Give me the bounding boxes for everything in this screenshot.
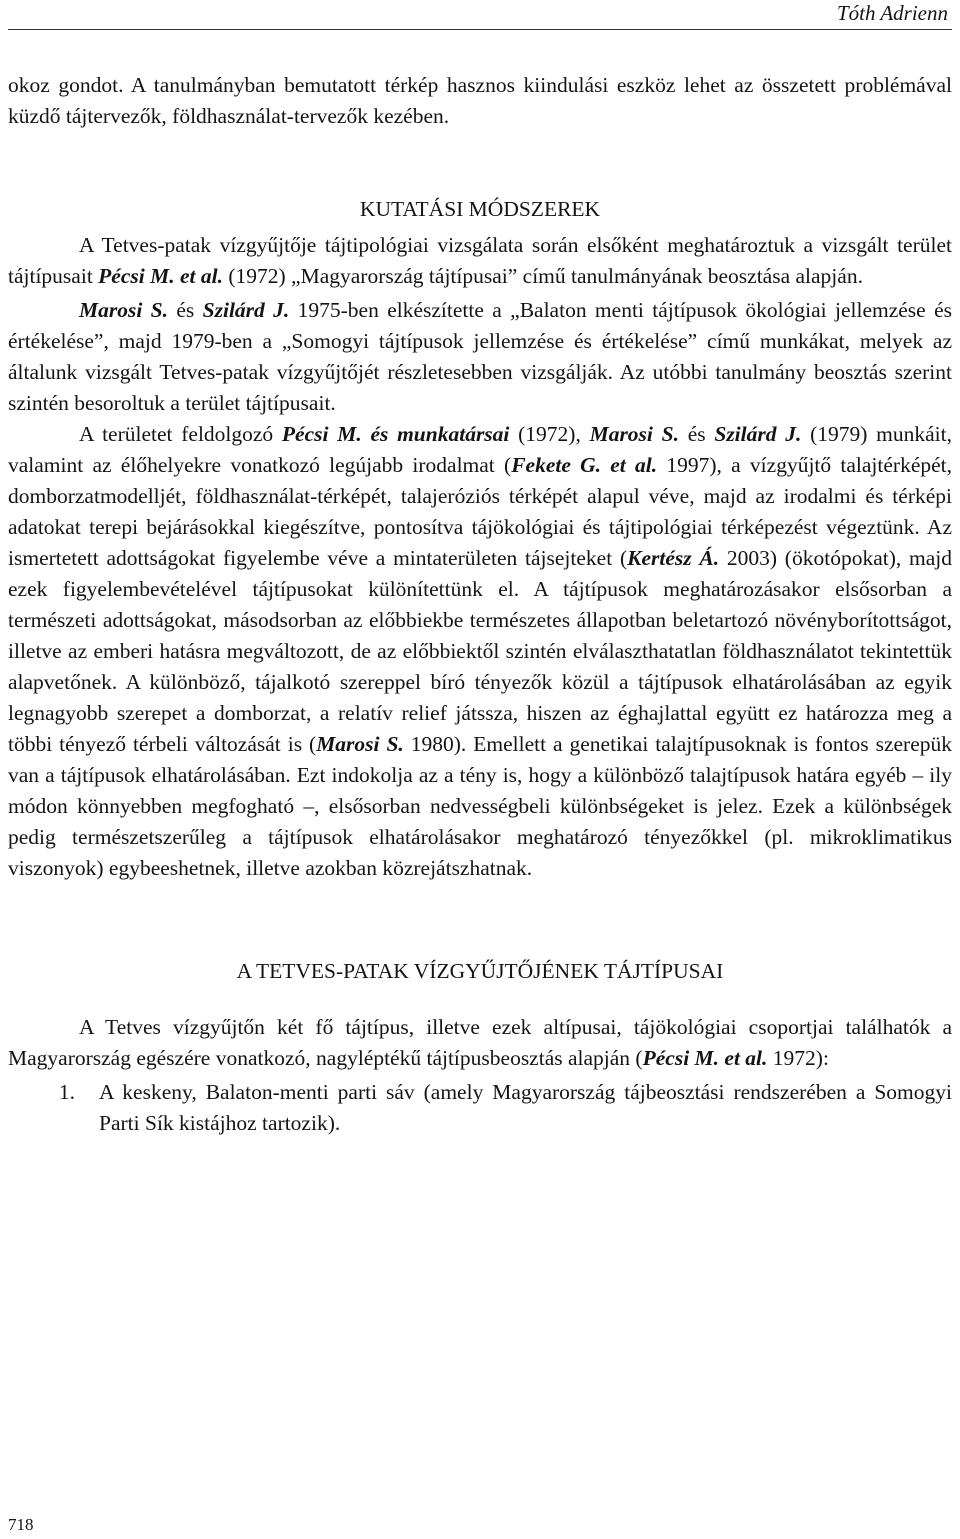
list-item-text: A keskeny, Balaton-menti parti sáv (amely Magyarország tájbeosztási rendszerében a Somogyi Parti Sík kistájhoz tartozik). xyxy=(99,1080,952,1135)
citation: Kertész Á. xyxy=(627,546,720,570)
section-heading-methods: KUTATÁSI MÓDSZEREK xyxy=(359,197,601,221)
citation: Pécsi M. és munkatársai xyxy=(281,422,510,446)
methods-paragraph-2: Marosi S. és Szilárd J. 1975-ben elkészítette a „Balaton menti tájtípusok ökológiai jellemzése és értékelése”, majd 1979-ben a „Somogyi tájtípusok jellemzése és értékelése” című munkákat, melyek az általunk vizsgált Tetves-patak vízgyűjtőjét részletesebben vizsgálják. Az utóbbi tanulmány beosztás szerint szintén besoroltuk a terület tájtípusait. xyxy=(8,298,952,415)
citation: Marosi S. xyxy=(79,298,169,322)
methods-paragraph-3: A területet feldolgozó Pécsi M. és munkatársai (1972), Marosi S. és Szilárd J. (1979) munkáit, valamint az élőhelyekre vonatkozó legújabb irodalmat (Fekete G. et al. 1997), a vízgyűjtő talajtérképét, domborzatmodelljét, földhasználat-térképét, talajeróziós térképét alapul véve, majd az irodalmi és térképi adatokat terepi bejárásokkal kiegészítve, pontosítva tájökológiai és tájtipológiai térképezést végeztünk. Az ismertetett adottságokat figyelembe véve a mintaterületen tájsejteket (Kertész Á. 2003) (ökotópokat), majd ezek figyelembevételével tájtípusokat különítettünk el. A tájtípusok meghatározásakor elsősorban a természeti adottságokat, másodsorban az előbbiekbe természetes állapotban beletartozó növényborítottságot, illetve az emberi hatásra megváltozott, de az előbbiektől szintén elválaszthatatlan földhasználatot tekintettük alapvetőnek. A különböző, tájalkotó szereppel bíró tényezők közül a tájtípusok elhatárolásában az egyik legnagyobb szerepet a domborzat, a relatív relief játssza, hiszen az éghajlattal együtt ez határozza meg a többi tényező térbeli változását is (Marosi S. 1980). Emellett a genetikai talajtípusoknak is fontos szerepük van a tájtípusok elhatárolásában. Ezt indokolja az a tény is, hogy a különböző talajtípusok határa egyéb – ily módon könnyebben megfogható –, elsősorban nedvességbeli különbségeket is jelez. Ezek a különbségek pedig természetszerűleg a tájtípusok elhatárolásakor meghatározó tényezőkkel (pl. mikroklimatikus viszonyok) egybeeshetnek, illetve azokban közrejátszhatnak. xyxy=(8,422,952,880)
page-number: 718 xyxy=(8,1515,34,1534)
page-body xyxy=(8,70,952,1139)
citation: Fekete G. et al. xyxy=(511,453,658,477)
citation: Marosi S. xyxy=(316,732,404,756)
section-heading-landscape-types: A TETVES-PATAK VÍZGYŰJTŐJÉNEK TÁJTÍPUSAI xyxy=(236,959,724,983)
list-item xyxy=(8,1077,952,1139)
citation: Pécsi M. et al. xyxy=(98,264,223,288)
landscape-paragraph-1: A Tetves vízgyűjtőn két fő tájtípus, illetve ezek altípusai, tájökológiai csoportjai találhatók a Magyarország egészére vonatkozó, nagyléptékű tájtípusbeosztás alapján (Pécsi M. et al. 1972): xyxy=(8,1015,952,1070)
citation: Szilárd J. xyxy=(202,298,290,322)
header-author: Tóth Adrienn xyxy=(836,1,948,25)
methods-paragraph-1: A Tetves-patak vízgyűjtője tájtipológiai vizsgálata során elsőként meghatároztuk a vizsgált terület tájtípusait Pécsi M. et al. (1972) „Magyarország tájtípusai” című tanulmányának beosztása alapján. xyxy=(8,233,952,288)
list-item-number: 1. xyxy=(58,1080,75,1104)
header-rule xyxy=(8,29,952,30)
running-header xyxy=(0,0,960,30)
citation: Pécsi M. et al. xyxy=(642,1046,768,1070)
citation: Marosi S. xyxy=(589,422,679,446)
citation: Szilárd J. xyxy=(714,422,802,446)
intro-paragraph: okoz gondot. A tanulmányban bemutatott térkép hasznos kiindulási eszköz lehet az összetett problémával küzdő tájtervezők, földhasználat-tervezők kezében. xyxy=(8,73,952,128)
